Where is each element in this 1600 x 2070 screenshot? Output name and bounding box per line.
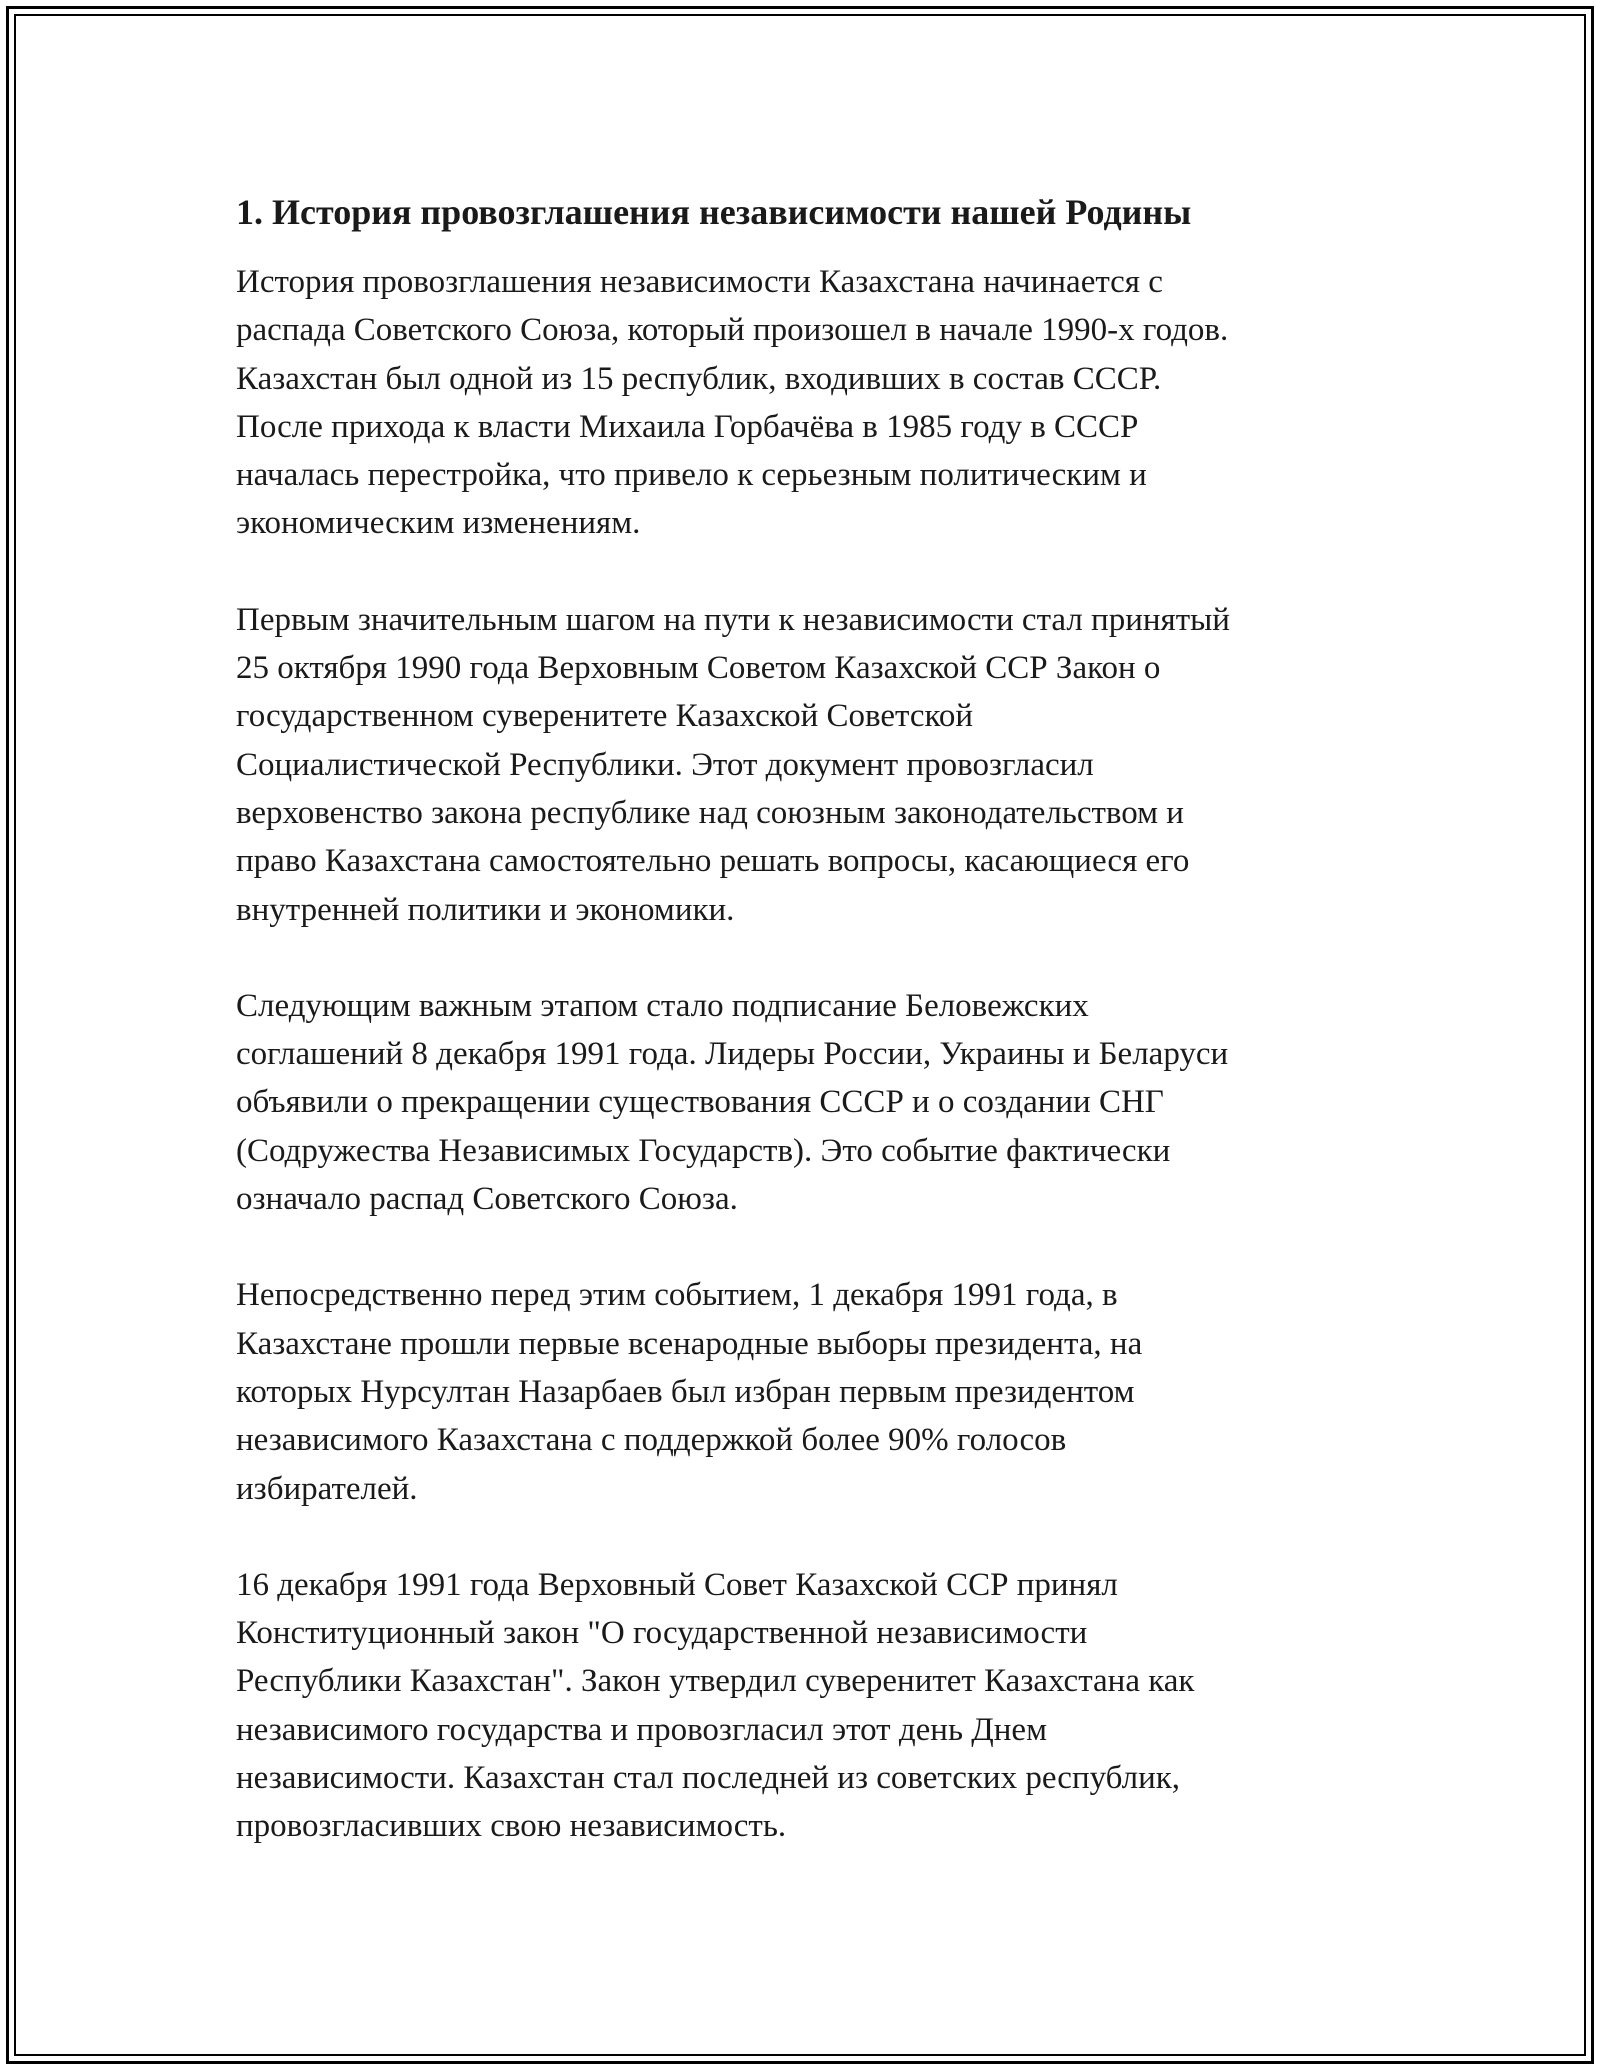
text-line: (Содружества Независимых Государств). Это событие фактически bbox=[236, 1132, 1171, 1169]
text-line: которых Нурсултан Назарбаев был избран первым президентом bbox=[236, 1373, 1135, 1410]
text-line: История провозглашения независимости Казахстана начинается с bbox=[236, 264, 1163, 300]
text-line: 25 октября 1990 года Верховным Советом Казахской ССР Закон о bbox=[236, 650, 1161, 687]
text-line: право Казахстана самостоятельно решать вопросы, касающиеся его bbox=[236, 843, 1190, 880]
text-line: началась перестройка, что привело к серьезным политическим и bbox=[236, 457, 1147, 494]
text-line: экономическим изменениям. bbox=[236, 505, 641, 542]
section-heading: 1. История провозглашения независимости нашей Родины bbox=[236, 192, 1192, 232]
paragraph-5 bbox=[236, 1561, 1386, 1851]
text-line: верховенство закона республике над союзным законодательством и bbox=[236, 794, 1184, 831]
text-line: провозгласивших свою независимость. bbox=[236, 1808, 787, 1845]
text-line: внутренней политики и экономики. bbox=[236, 891, 735, 928]
document-body bbox=[236, 186, 1386, 1851]
text-line: соглашений 8 декабря 1991 года. Лидеры России, Украины и Беларуси bbox=[236, 1036, 1229, 1073]
text-line: Первым значительным шагом на пути к независимости стал принятый bbox=[236, 601, 1230, 638]
paragraph-4 bbox=[236, 1271, 1386, 1512]
text-line: государственном суверенитете Казахской Советской bbox=[236, 698, 974, 735]
text-line: Непосредственно перед этим событием, 1 декабря 1991 года, в bbox=[236, 1277, 1118, 1314]
paragraph-3 bbox=[236, 982, 1386, 1223]
text-line: распада Советского Союза, который произошел в начале 1990-х годов. bbox=[236, 312, 1229, 349]
paragraph-2 bbox=[236, 596, 1386, 934]
text-line: Следующим важным этапом стало подписание Беловежских bbox=[236, 987, 1089, 1024]
text-line: Республики Казахстан". Закон утвердил суверенитет Казахстана как bbox=[236, 1663, 1195, 1700]
text-line: 16 декабря 1991 года Верховный Совет Казахской ССР принял bbox=[236, 1566, 1118, 1603]
text-line: объявили о прекращении существования СССР и о создании СНГ bbox=[236, 1084, 1164, 1121]
text-line: независимого государства и провозгласил этот день Днем bbox=[236, 1711, 1047, 1748]
text-line: Социалистической Республики. Этот документ провозгласил bbox=[236, 746, 1094, 783]
text-line: Конституционный закон "О государственной независимости bbox=[236, 1615, 1088, 1652]
text-line: Казахстане прошли первые всенародные выборы президента, на bbox=[236, 1325, 1143, 1362]
text-line: независимого Казахстана с поддержкой более 90% голосов bbox=[236, 1422, 1067, 1459]
text-line: Казахстан был одной из 15 республик, входивших в состав СССР. bbox=[236, 360, 1162, 397]
paragraph-1 bbox=[236, 258, 1386, 548]
text-line: означало распад Советского Союза. bbox=[236, 1181, 738, 1218]
text-line: независимости. Казахстан стал последней из советских республик, bbox=[236, 1760, 1181, 1797]
text-line: избирателей. bbox=[236, 1470, 418, 1507]
text-line: После прихода к власти Михаила Горбачёва в 1985 году в СССР bbox=[236, 408, 1139, 445]
